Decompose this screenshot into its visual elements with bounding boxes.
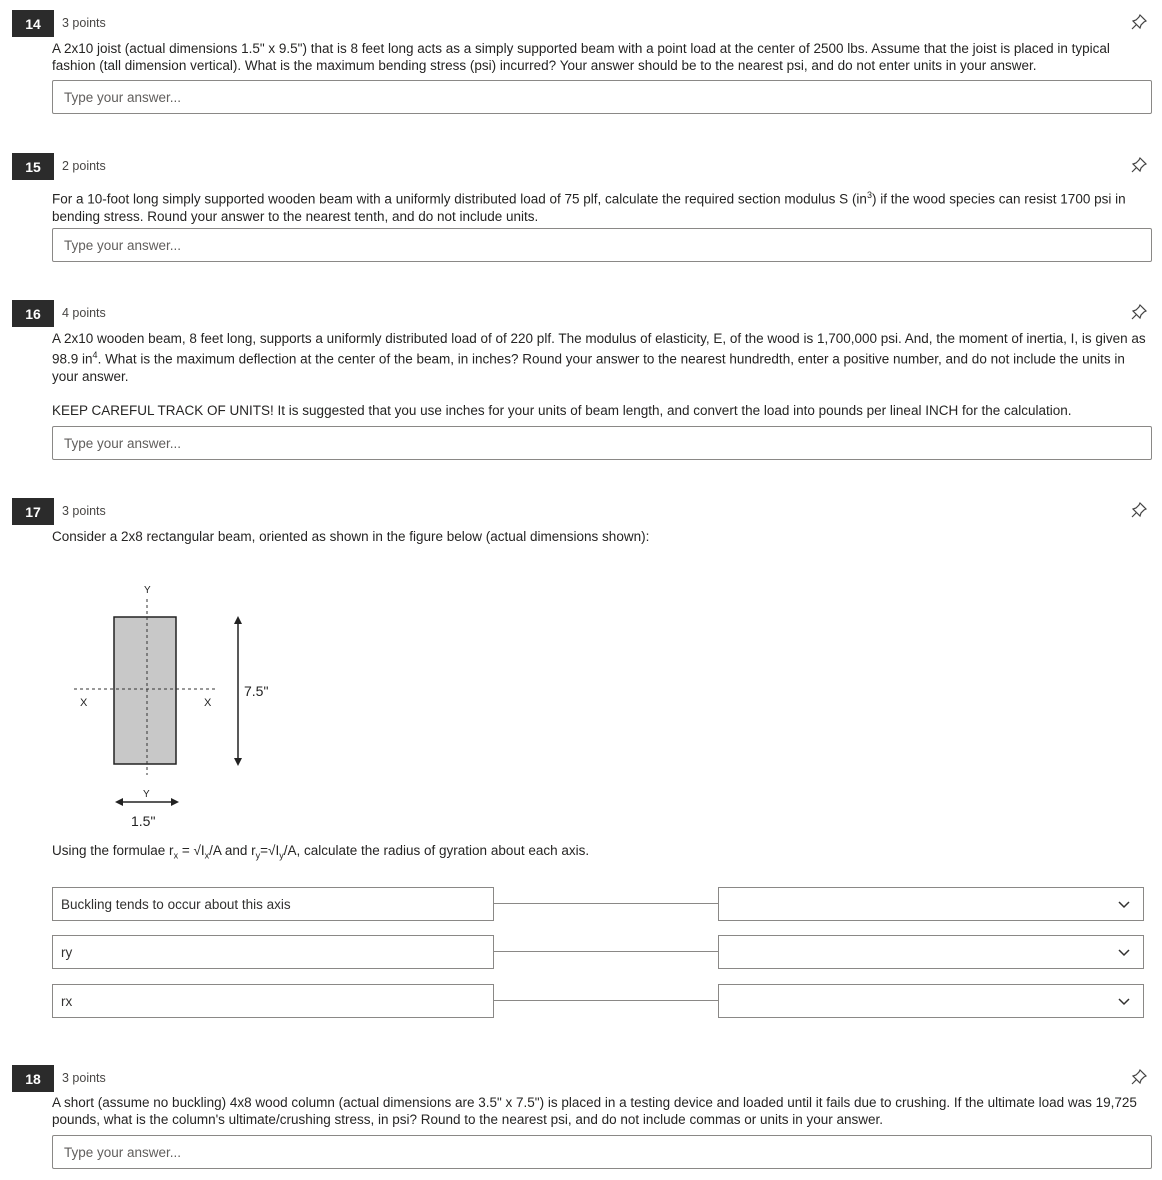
question-points: 2 points xyxy=(62,159,106,173)
match-dropdown[interactable] xyxy=(718,887,1144,921)
pin-icon[interactable] xyxy=(1130,13,1148,31)
question-points: 3 points xyxy=(62,1071,106,1085)
question-number: 17 xyxy=(12,498,54,525)
question-text: A short (assume no buckling) 4x8 wood column (actual dimensions are 3.5" x 7.5") is placed in a testing device and loaded until it fails due to crushing. If the ultimate load was 19,725 pounds, what is the column's ultimate/crushing stress, in psi? Round to the nearest psi, and do not include commas or units in your answer. xyxy=(52,1095,1137,1127)
match-label: Buckling tends to occur about this axis xyxy=(52,887,494,921)
pin-icon[interactable] xyxy=(1130,501,1148,519)
match-dropdown[interactable] xyxy=(718,935,1144,969)
question-points: 4 points xyxy=(62,306,106,320)
x-axis-label-right: X xyxy=(204,697,212,709)
width-label: 1.5" xyxy=(131,813,156,829)
question-text: A 2x10 joist (actual dimensions 1.5" x 9.5") that is 8 feet long acts as a simply supported beam with a point load at the center of 2500 lbs. Assume that the joist is placed in typical fashion (tall dimension vertical). What is the maximum bending stress (psi) incurred? Your answer should be to the nearest psi, and do not enter units in your answer. xyxy=(52,41,1110,73)
y-axis-label-bottom: Y xyxy=(143,789,150,800)
match-dropdown[interactable] xyxy=(718,984,1144,1018)
formula-text: Using the formulae $r_x = √I_x/A$ and $r_y=√I_y/A$, calculate the radius of gyration about each axis. xyxy=(52,843,590,861)
answer-input[interactable]: Type your answer... xyxy=(52,426,1152,460)
match-row xyxy=(0,935,1162,969)
match-label: ry xyxy=(52,935,494,969)
match-row xyxy=(0,984,1162,1018)
y-axis-label-top: Y xyxy=(144,585,151,596)
question-points: 3 points xyxy=(62,16,106,30)
answer-input[interactable]: Type your answer... xyxy=(52,80,1152,114)
question-number: 16 xyxy=(12,300,54,327)
pin-icon[interactable] xyxy=(1130,1068,1148,1086)
answer-input[interactable]: Type your answer... xyxy=(52,228,1152,262)
question-number: 18 xyxy=(12,1065,54,1092)
pin-icon[interactable] xyxy=(1130,303,1148,321)
match-row xyxy=(0,887,1162,921)
question-text: Consider a 2x8 rectangular beam, oriented as shown in the figure below (actual dimensions shown): xyxy=(52,529,650,544)
height-label: 7.5" xyxy=(244,683,269,699)
question-text: For a 10-foot long simply supported wooden beam with a uniformly distributed load of 75 plf, calculate the required section modulus S $(in^3)$ if the wood species can resist 1700 psi in bending stress. Round your answer to the nearest tenth, and do not include units. xyxy=(52,190,1126,224)
match-label: rx xyxy=(52,984,494,1018)
question-number: 15 xyxy=(12,153,54,180)
beam-rectangle xyxy=(114,617,176,764)
question-points: 3 points xyxy=(62,504,106,518)
match-connector xyxy=(494,1000,718,1001)
beam-cross-section-figure xyxy=(60,575,300,835)
question-number: 14 xyxy=(12,10,54,37)
match-connector xyxy=(494,951,718,952)
chevron-down-icon xyxy=(1117,898,1131,912)
question-text: A 2x10 wooden beam, 8 feet long, supports a uniformly distributed load of of 220 plf. The modulus of elasticity, E, of the wood is 1,700,000 psi. And, the moment of inertia, I, is given as 98.9 $in^4$. What is the maximum deflection at the center of the beam, in inches? Round your answer to the nearest hundredth, enter a positive number, and do not include the units in your answer. xyxy=(52,331,1146,384)
question-note: KEEP CAREFUL TRACK OF UNITS! It is suggested that you use inches for your units of beam length, and convert the load into pounds per lineal INCH for the calculation. xyxy=(52,403,1072,418)
chevron-down-icon xyxy=(1117,995,1131,1009)
chevron-down-icon xyxy=(1117,946,1131,960)
pin-icon[interactable] xyxy=(1130,156,1148,174)
x-axis-label-left: X xyxy=(80,697,88,709)
answer-input[interactable]: Type your answer... xyxy=(52,1135,1152,1169)
match-connector xyxy=(494,903,718,904)
